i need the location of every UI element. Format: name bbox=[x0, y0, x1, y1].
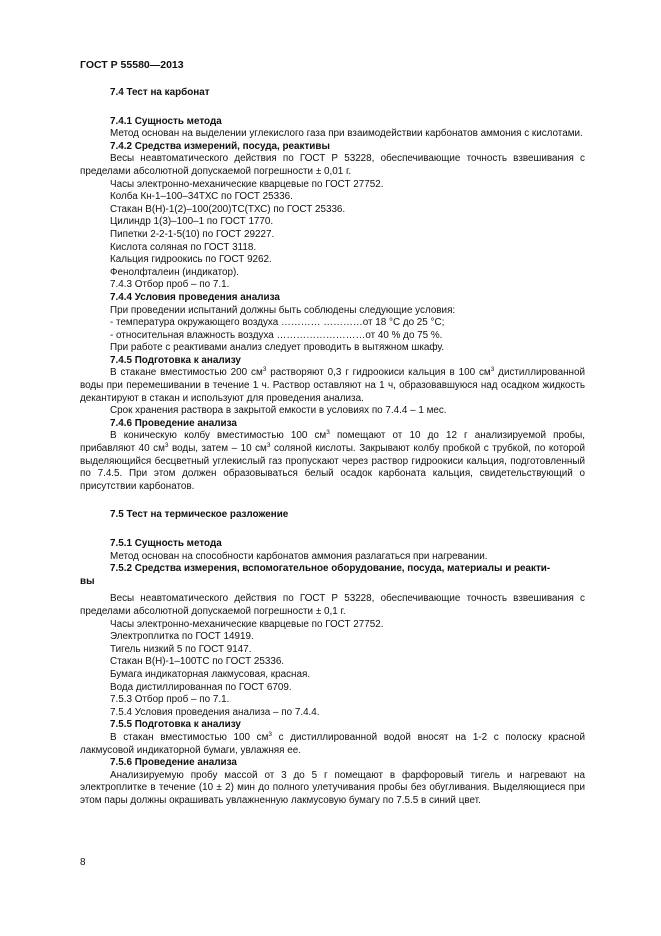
list-item: Кальция гидроокись по ГОСТ 9262. bbox=[110, 254, 272, 266]
list-item: Часы электронно-механические кварцевые по ГОСТ 27752. bbox=[110, 178, 384, 190]
document-header: ГОСТ Р 55580—2013 bbox=[80, 59, 184, 71]
paragraph-7-5-5: В стакан вместимостью 100 $см^3$ с дистиллированной водой вносят на 1-2 с полоску красной лакмусовой индикаторной бумаги, увлажняя ее. bbox=[80, 730, 585, 756]
heading-7-5-1: 7.5.1 Сущность метода bbox=[110, 538, 222, 549]
heading-7-5-2: 7.5.2 Средства измерения, вспомогательное оборудование, посуда, материалы и реакти- bbox=[110, 563, 551, 575]
paragraph-7-5-4: 7.5.4 Условия проведения анализа – по 7.4.4. bbox=[110, 706, 320, 718]
paragraph-7-5-1: Метод основан на способности карбонатов аммония разлагаться при нагревании. bbox=[110, 550, 488, 562]
list-item: Бумага индикаторная лакмусовая, красная. bbox=[110, 668, 311, 680]
section-7-5-title: 7.5 Тест на термическое разложение bbox=[110, 509, 289, 521]
heading-7-4-4: 7.4.4 Условия проведения анализа bbox=[110, 291, 280, 303]
paragraph-7-5-6: Анализируемую пробу массой от 3 до 5 г помещают в фарфоровый тигель и нагревают на электроплитке в течение (10 ± 2) мин до полного улетучивания пробы без обугливания. Выделяющиеся при этом пары должны окрашивать увлажненную лакмусовую бумагу по 7.5.5 в синий цвет. bbox=[80, 769, 585, 806]
section-7-4-title: 7.4 Тест на карбонат bbox=[110, 87, 210, 98]
list-item: Тигель низкий 5 по ГОСТ 9147. bbox=[110, 643, 252, 655]
heading-7-4-2: 7.4.2 Средства измерений, посуда, реактивы bbox=[110, 140, 330, 152]
heading-7-4-6: 7.4.6 Проведение анализа bbox=[110, 417, 237, 429]
list-item: Колба Кн-1–100–34ТХС по ГОСТ 25336. bbox=[110, 191, 293, 203]
list-item: Электроплитка по ГОСТ 14919. bbox=[110, 631, 254, 643]
list-item: Фенолфталеин (индикатор). bbox=[110, 266, 240, 278]
paragraph-7-4-5: В стакане вместимостью 200 $см^3$ растворяют 0,3 г гидроокиси кальция в 100 $см^3$ дистиллированной воды при перемешивании в течение 1 ч. Раствор оставляют на 1 ч, образовавшуюся над осадком жидкость декантируют в стакан и используют для проведения анализа. bbox=[80, 366, 585, 404]
heading-7-5-5: 7.5.5 Подготовка к анализу bbox=[110, 719, 241, 731]
list-item: Стакан В(Н)-1–100ТС по ГОСТ 25336. bbox=[110, 656, 285, 668]
condition-temperature: - температура окружающего воздуха ………… …………от 18 °С до 25 °С; bbox=[110, 317, 445, 329]
heading-7-5-6: 7.5.6 Проведение анализа bbox=[110, 757, 237, 769]
paragraph-storage: Срок хранения раствора в закрытой емкости в условиях по 7.4.4 – 1 мес. bbox=[110, 405, 447, 417]
document-body bbox=[80, 87, 585, 807]
paragraph-7-4-3: 7.4.3 Отбор проб – по 7.1. bbox=[110, 279, 230, 291]
paragraph-7-4-1: Метод основан на выделении углекислого газа при взаимодействии карбонатов аммония с кислотами. bbox=[110, 128, 583, 140]
list-item: Цилиндр 1(3)–100–1 по ГОСТ 1770. bbox=[110, 216, 274, 228]
heading-7-5-2-continued: вы bbox=[80, 575, 95, 587]
page-number: 8 bbox=[80, 857, 86, 868]
paragraph-7-4-6: В коническую колбу вместимостью 100 $см^3$ помещают от 10 до 12 г анализируемой пробы, прибавляют 40 $см^3$ воды, затем – 10 $см^3$ соляной кислоты. Закрывают колбу пробкой с трубкой, по которой выделяющийся бесцветный углекислый газ пропускают через раствор гидроокиси кальция, подготовленный по 7.4.5. При этом должен образовываться белый осадок карбоната кальция, свидетельствующий о присутствии карбонатов. bbox=[80, 429, 585, 492]
list-item: Пипетки 2-2-1-5(10) по ГОСТ 29227. bbox=[110, 228, 275, 240]
list-item: Часы электронно-механические кварцевые по ГОСТ 27752. bbox=[110, 618, 384, 630]
paragraph-scales-7-4: Весы неавтоматического действия по ГОСТ Р 53228, обеспечивающие точность взвешивания с пределами абсолютной допускаемой погрешности ± 0,01 г. bbox=[80, 153, 585, 177]
paragraph-fume-hood: При работе с реактивами анализ следует проводить в вытяжном шкафу. bbox=[110, 342, 445, 354]
list-item: Вода дистиллированная по ГОСТ 6709. bbox=[110, 681, 292, 693]
paragraph-conditions-intro: При проведении испытаний должны быть соблюдены следующие условия: bbox=[110, 304, 456, 316]
list-item: Стакан В(Н)-1(2)–100(200)ТС(ТХС) по ГОСТ 25336. bbox=[110, 203, 346, 215]
heading-7-4-1: 7.4.1 Сущность метода bbox=[110, 115, 222, 127]
condition-humidity: - относительная влажность воздуха ………………………от 40 % до 75 %. bbox=[110, 329, 443, 341]
paragraph-7-5-3: 7.5.3 Отбор проб – по 7.1. bbox=[110, 694, 230, 706]
paragraph-scales-7-5: Весы неавтоматического действия по ГОСТ Р 53228, обеспечивающие точность взвешивания с пределами абсолютной допускаемой погрешности ± 0,1 г. bbox=[80, 593, 585, 617]
list-item: Кислота соляная по ГОСТ 3118. bbox=[110, 241, 257, 253]
heading-7-4-5: 7.4.5 Подготовка к анализу bbox=[110, 354, 241, 366]
